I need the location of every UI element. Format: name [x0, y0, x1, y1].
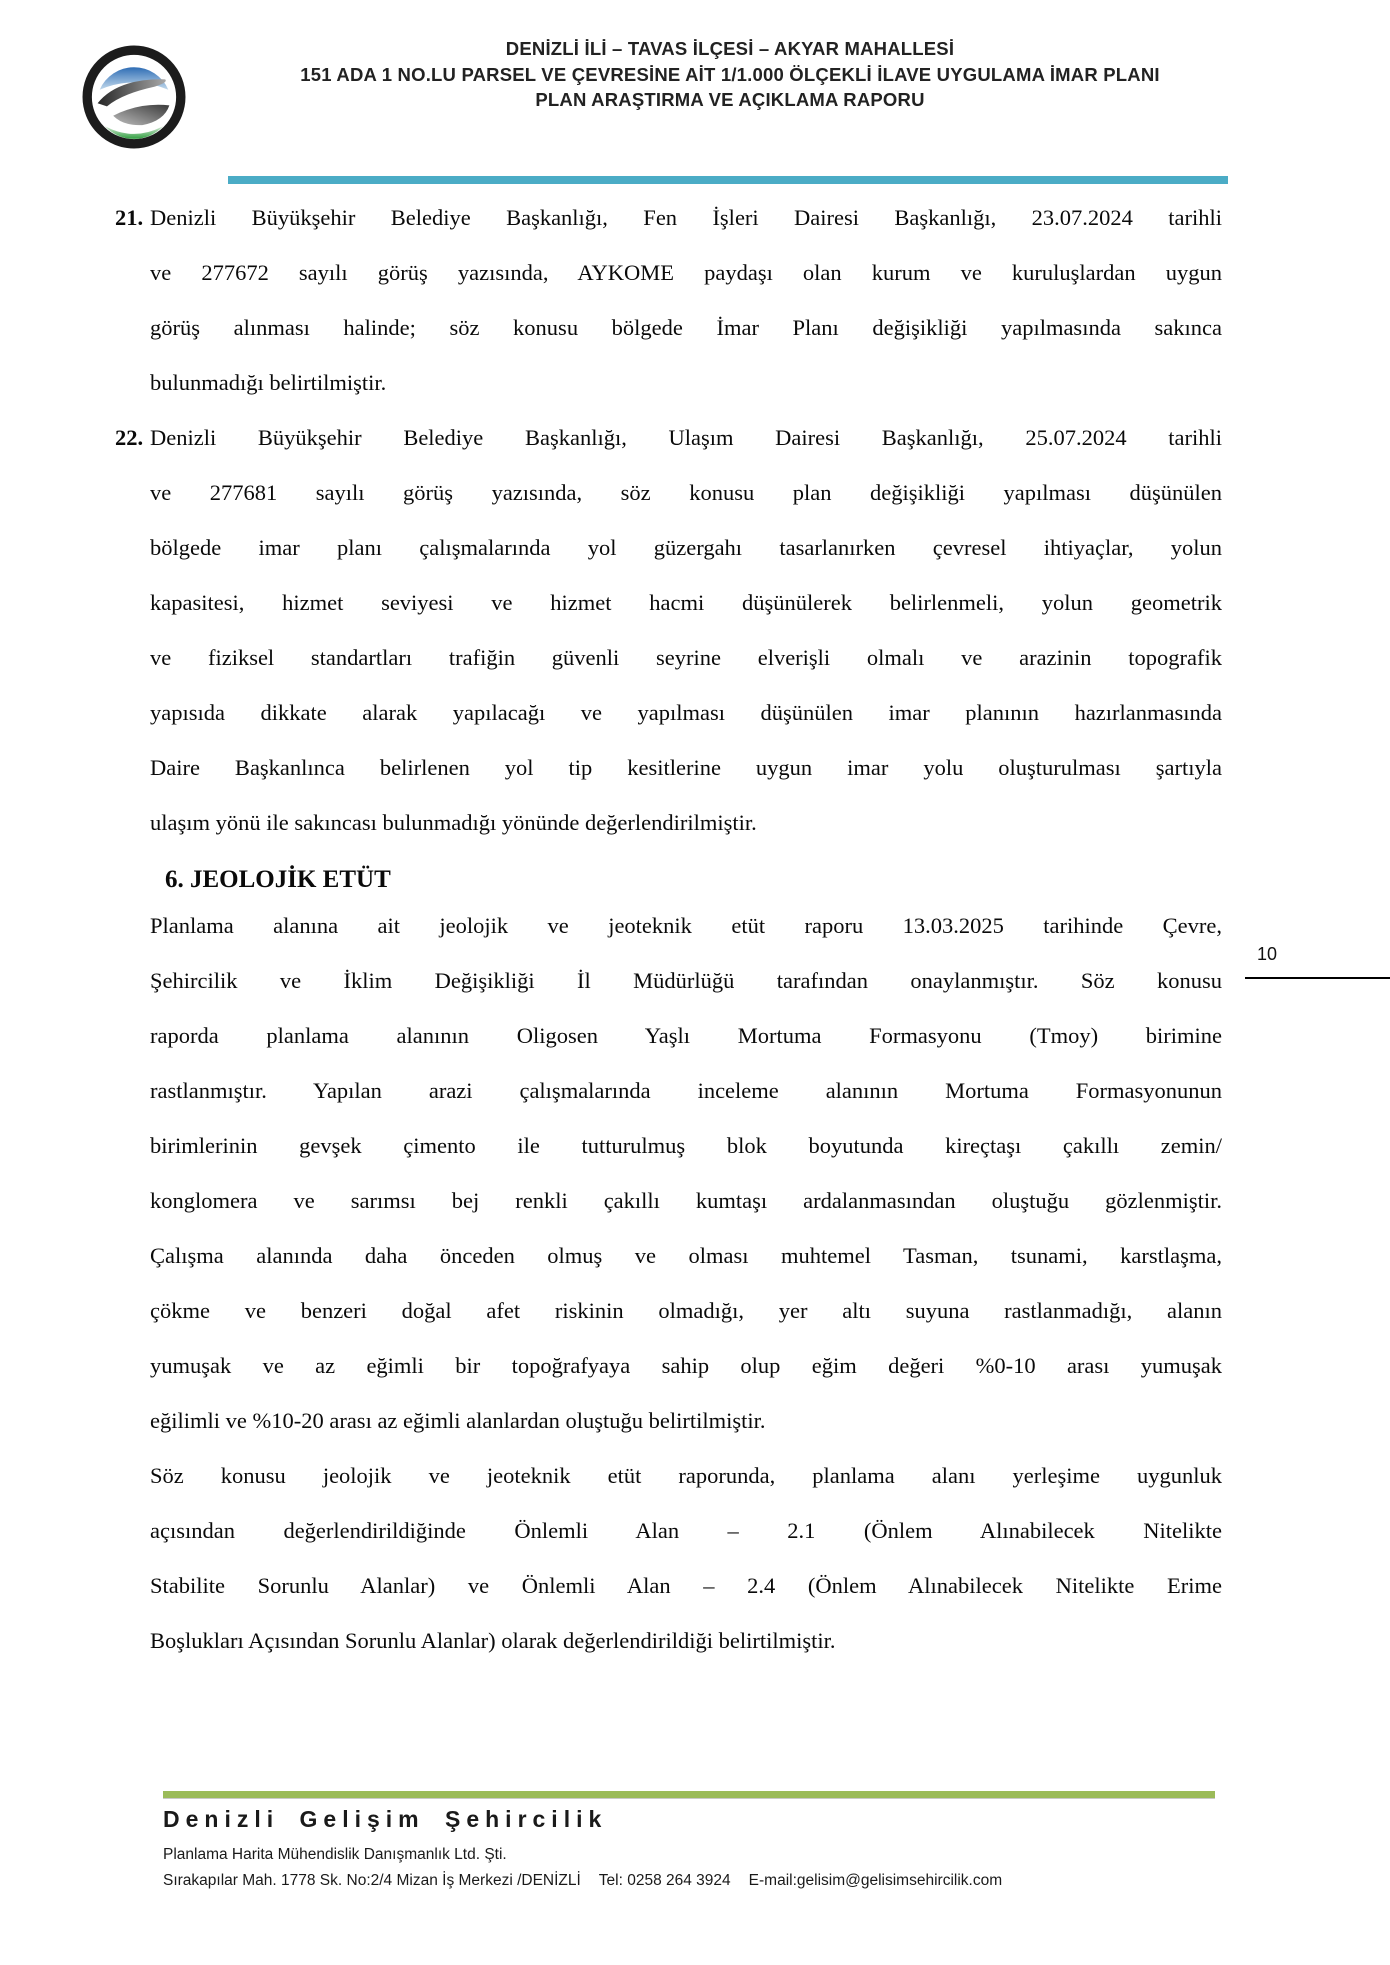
header-line-plan: 151 ADA 1 NO.LU PARSEL VE ÇEVRESİNE AİT 1/1.000 ÖLÇEKLİ İLAVE UYGULAMA İMAR PLANI	[300, 63, 1160, 85]
footer-company-name: Denizli Gelişim Şehircilik	[163, 1806, 608, 1832]
list-item-text	[150, 190, 1222, 410]
text-line: Boşlukları Açısından Sorunlu Alanlar) olarak değerlendirildiği belirtilmiştir.	[150, 1628, 836, 1653]
text-line: açısından değerlendirildiğinde Önlemli Alan – 2.1 (Önlem Alınabilecek Nitelikte	[150, 1518, 1222, 1543]
text-line: kapasitesi, hizmet seviyesi ve hizmet hacmi düşünülerek belirlenmeli, yolun geometrik	[150, 590, 1222, 615]
text-line: Stabilite Sorunlu Alanlar) ve Önlemli Alan – 2.4 (Önlem Alınabilecek Nitelikte Erime	[150, 1573, 1222, 1598]
text-line: bulunmadığı belirtilmiştir.	[150, 370, 387, 395]
text-line: konglomera ve sarımsı bej renkli çakıllı kumtaşı ardalanmasından oluştuğu gözlenmiştir.	[150, 1188, 1222, 1213]
list-item-number: 21.	[115, 205, 144, 230]
footer-phone: Tel: 0258 264 3924	[598, 1872, 731, 1889]
company-logo-icon	[82, 42, 186, 152]
paragraph-geology-2	[150, 1448, 1222, 1668]
footer-address: Sırakapılar Mah. 1778 Sk. No:2/4 Mizan İş Merkezi /DENİZLİ	[163, 1872, 581, 1889]
text-line: eğilimli ve %10-20 arası az eğimli alanlardan oluştuğu belirtilmiştir.	[150, 1408, 766, 1433]
text-line: görüş alınması halinde; söz konusu bölgede İmar Planı değişikliği yapılmasında sakınca	[150, 315, 1222, 340]
list-item-number: 22.	[115, 425, 144, 450]
text-line: ve fiziksel standartları trafiğin güvenli seyrine elverişli olmalı ve arazinin topografik	[150, 645, 1222, 670]
header-line-location: DENİZLİ İLİ – TAVAS İLÇESİ – AKYAR MAHALLESİ	[505, 38, 955, 59]
report-body	[115, 190, 1222, 1668]
header-rule	[228, 176, 1228, 184]
list-item-text	[150, 410, 1222, 850]
text-line: Şehircilik ve İklim Değişikliği İl Müdürlüğü tarafından onaylanmıştır. Söz konusu	[150, 968, 1222, 993]
section-heading-jeolojik-etut: 6. JEOLOJİK ETÜT	[165, 866, 391, 893]
text-line: çökme ve benzeri doğal afet riskinin olmadığı, yer altı suyuna rastlanmadığı, alanın	[150, 1298, 1222, 1323]
text-line: yapısıda dikkate alarak yapılacağı ve yapılması düşünülen imar planının hazırlanmasında	[150, 700, 1222, 725]
page-number-box	[1245, 938, 1390, 979]
text-line: bölgede imar planı çalışmalarında yol güzergahı tasarlanırken çevresel ihtiyaçlar, yolun	[150, 535, 1222, 560]
footer-rule	[163, 1791, 1215, 1799]
footer-contact-line	[163, 1872, 1383, 1890]
text-line: Daire Başkanlınca belirlenen yol tip kesitlerine uygun imar yolu oluşturulması şartıyla	[150, 755, 1222, 780]
page-number: 10	[1257, 944, 1278, 964]
list-item-21	[115, 190, 1222, 410]
text-line: birimlerinin gevşek çimento ile tutturulmuş blok boyutunda kireçtaşı çakıllı zemin/	[150, 1133, 1222, 1158]
text-line: yumuşak ve az eğimli bir topoğrafyaya sahip olup eğim değeri %0-10 arası yumuşak	[150, 1353, 1222, 1378]
paragraph-geology-1	[150, 898, 1222, 1448]
report-header	[230, 36, 1230, 113]
text-line: ve 277672 sayılı görüş yazısında, AYKOME paydaşı olan kurum ve kuruluşlardan uygun	[150, 260, 1222, 285]
header-line-report-type: PLAN ARAŞTIRMA VE AÇIKLAMA RAPORU	[535, 89, 925, 110]
text-line: ve 277681 sayılı görüş yazısında, söz konusu plan değişikliği yapılması düşünülen	[150, 480, 1222, 505]
footer-email: E-mail:gelisim@gelisimsehircilik.com	[748, 1872, 1003, 1889]
text-line: ulaşım yönü ile sakıncası bulunmadığı yönünde değerlendirilmiştir.	[150, 810, 757, 835]
footer-company-type: Planlama Harita Mühendislik Danışmanlık Ltd. Şti.	[163, 1846, 507, 1863]
text-line: raporda planlama alanının Oligosen Yaşlı Mortuma Formasyonu (Tmoy) birimine	[150, 1023, 1222, 1048]
text-line: Söz konusu jeolojik ve jeoteknik etüt raporunda, planlama alanı yerleşime uygunluk	[150, 1463, 1222, 1488]
text-line: Denizli Büyükşehir Belediye Başkanlığı, Fen İşleri Dairesi Başkanlığı, 23.07.2024 tarihli	[150, 205, 1222, 230]
text-line: Planlama alanına ait jeolojik ve jeoteknik etüt raporu 13.03.2025 tarihinde Çevre,	[150, 913, 1222, 938]
list-item-22	[115, 410, 1222, 850]
text-line: Çalışma alanında daha önceden olmuş ve olması muhtemel Tasman, tsunami, karstlaşma,	[150, 1243, 1222, 1268]
text-line: rastlanmıştır. Yapılan arazi çalışmalarında inceleme alanının Mortuma Formasyonunun	[150, 1078, 1222, 1103]
text-line: Denizli Büyükşehir Belediye Başkanlığı, Ulaşım Dairesi Başkanlığı, 25.07.2024 tarihli	[150, 425, 1222, 450]
